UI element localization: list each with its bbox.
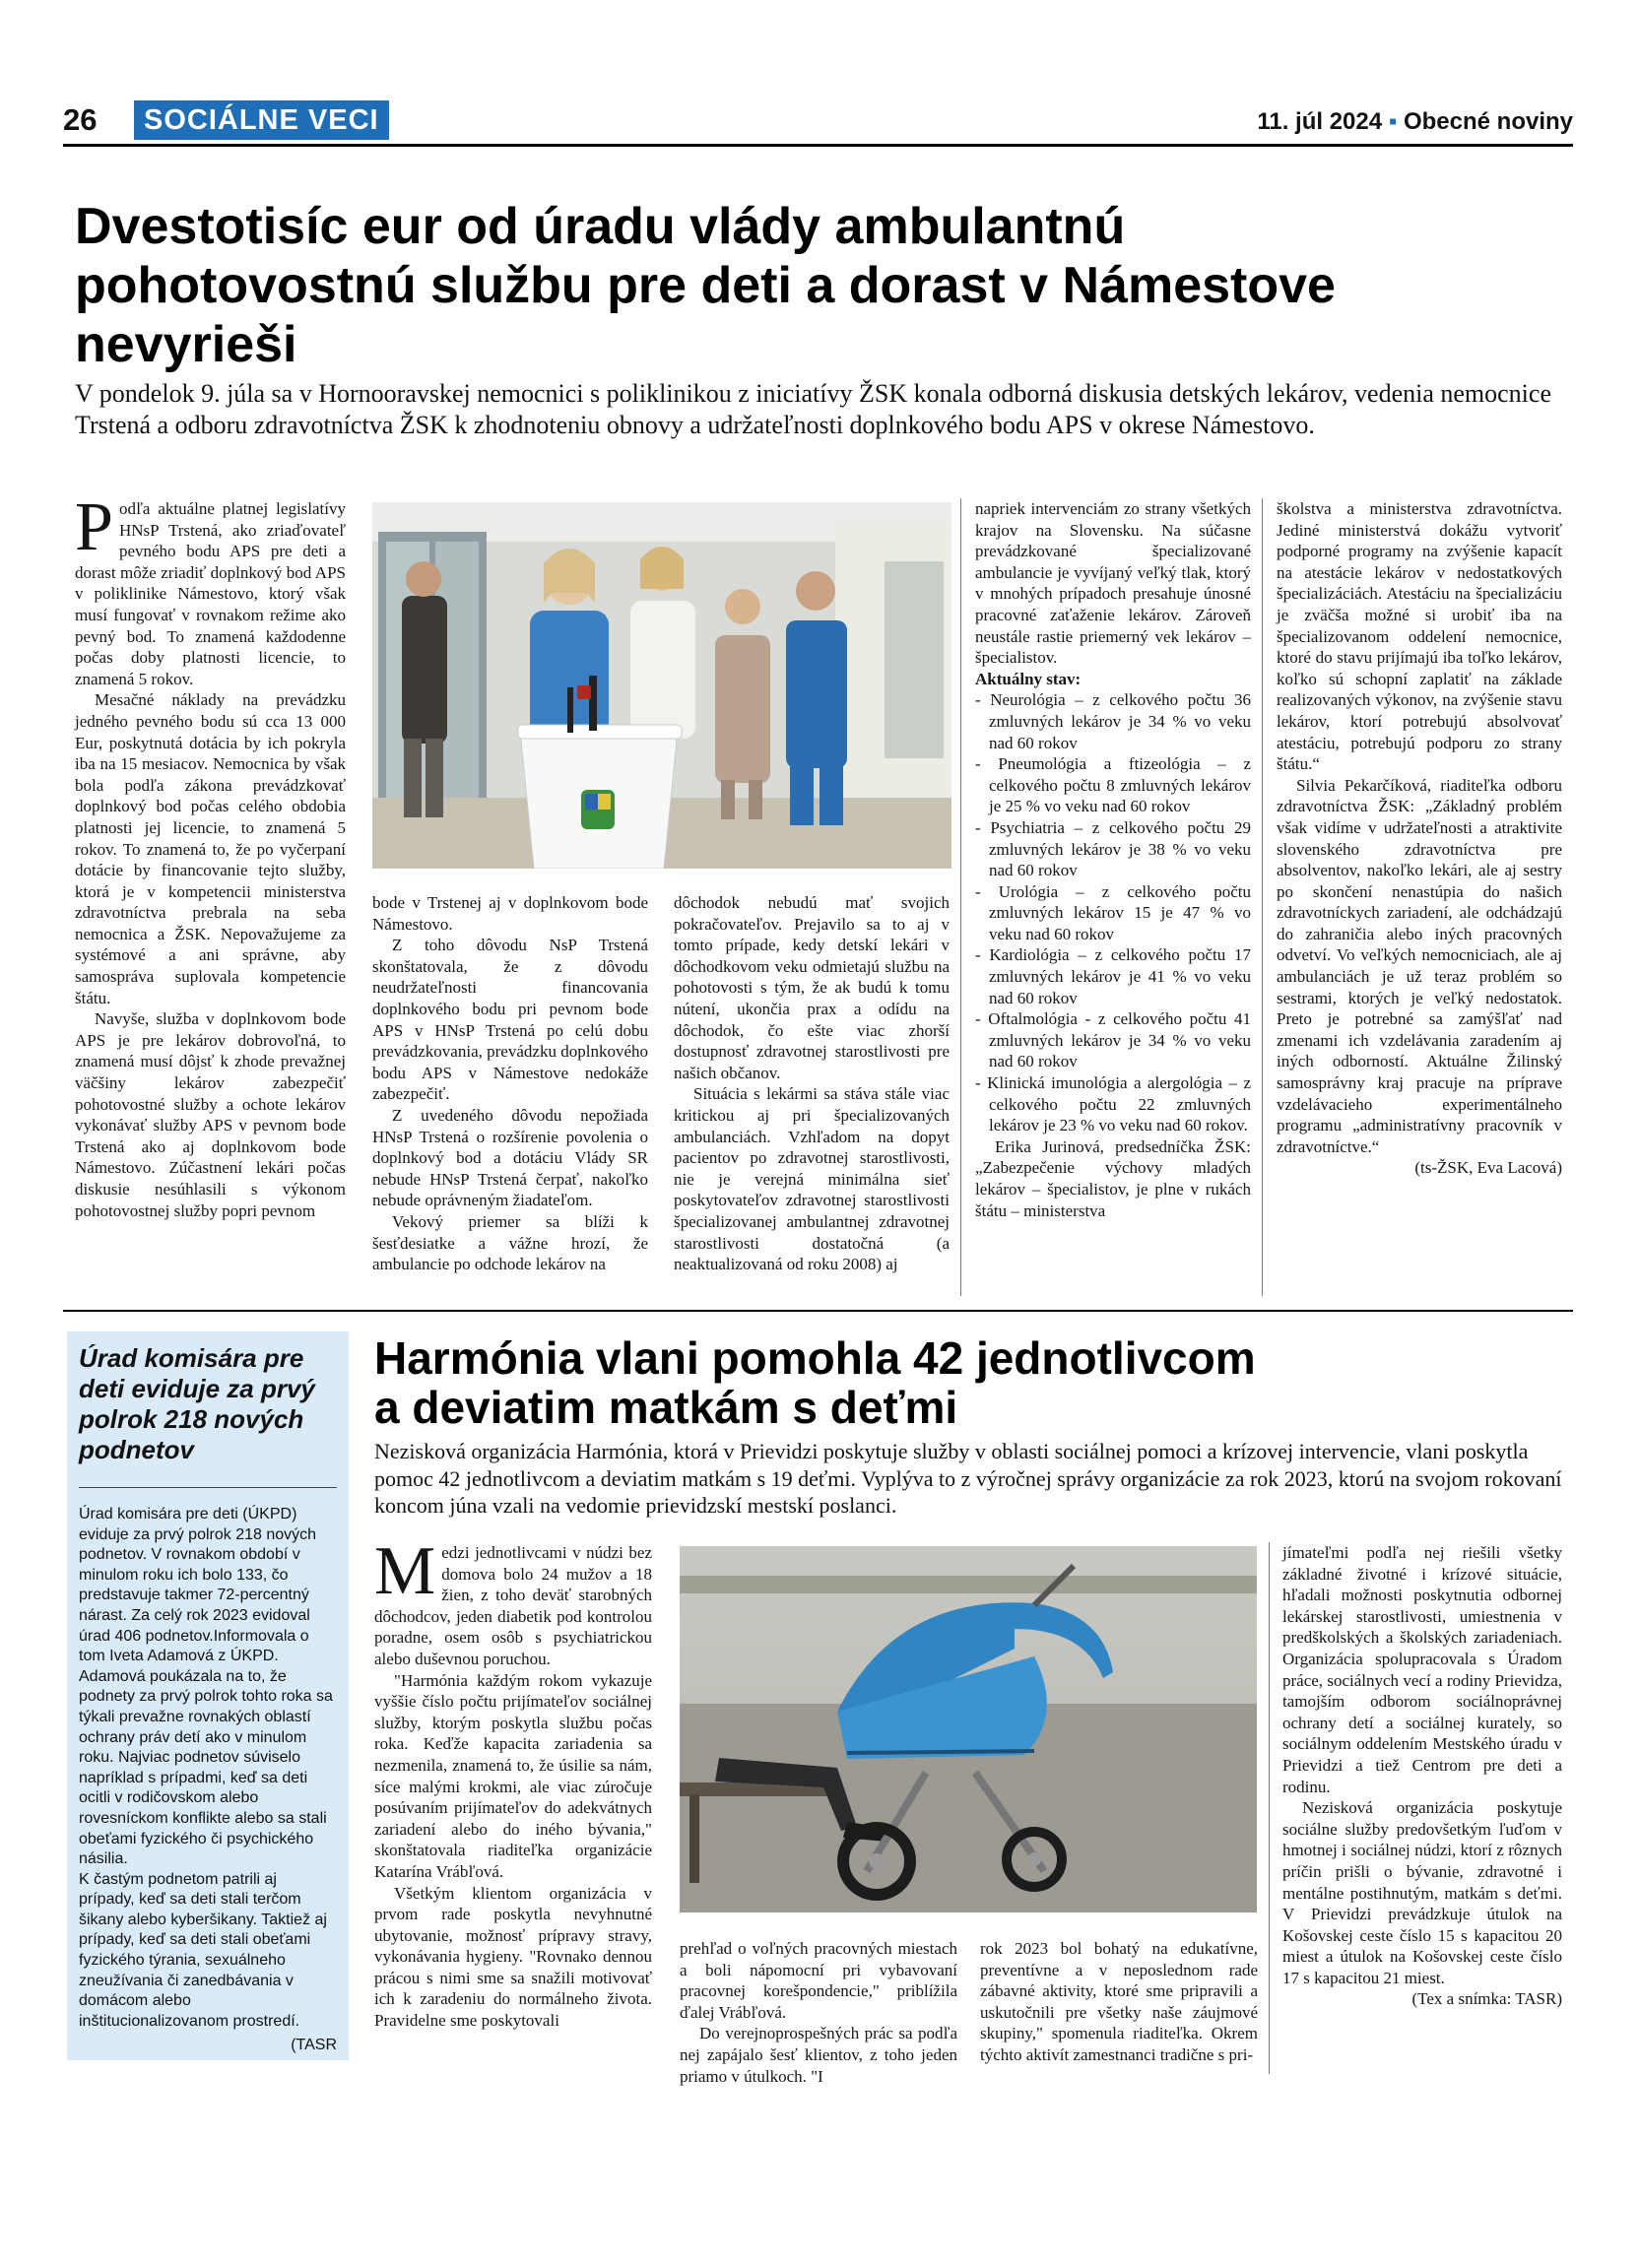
paragraph: Navyše, služba v doplnkovom bode APS je pre lekárov dobrovoľná, to znamená musí dôjsť k zhode prevažnej väčšiny lekárov zabezpečiť pohotovostné služby a ochote lekárov vykonávať služby APS v pevnom bode Trstená ako aj doplnkovom bode Námestovo. Zúčastnení lekári počas diskusie nesúhlasili s výkonom pohotovostnej služby popri pevnom xyxy=(75,1009,346,1220)
paragraph: Situácia s lekármi sa stáva stále viac kritickou aj pri špecializovaných ambulanciách. Vzhľadom na dopyt pacientov po zdravotnej starostlivosti, nie je verejná minimálna sieť poskytovateľov zdravotnej starostlivosti špecializovanej ambulantnej zdravotnej starostlivosti dostatočná (a neaktualizovaná od roku 2008) aj xyxy=(674,1084,950,1274)
article1-column-3 xyxy=(674,892,950,1275)
article2-headline-line: a deviatim matkám s deťmi xyxy=(374,1382,958,1433)
paragraph: Do verejnoprospešných prác sa podľa nej zapájalo šesť klientov, z toho jeden priamo v útulkoch. "I xyxy=(680,2024,957,2086)
list-item: - Kardiológia – z celkového počtu 17 zmluvných lekárov je 41 % vo veku nad 60 rokov xyxy=(975,945,1251,1007)
article2-column-4 xyxy=(1282,1542,1562,2010)
paragraph: Úrad komisára pre deti (ÚKPD) eviduje za prvý polrok 218 nových podnetov. V rovnakom období v minulom roku ich bolo 133, čo predstavuje takmer 72-percentný nárast. Za celý rok 2023 evidoval úrad 406 podnetov.Informovala o tom Iveta Adamová z ÚKPD. Adamová poukázala na to, že podnety za prvý polrok tohto roka sa týkali prevažne rovnakých oblastí ochrany práv detí ako v minulom roku. Najviac podnetov súviselo napríklad s prípadmi, keď sa deti ocitli v rodičovskom alebo rovesníckom konflikte alebo sa stali obeťami fyzického či psychického násilia. xyxy=(79,1506,333,1868)
paragraph: Z uvedeného dôvodu nepožiada HNsP Trstená o rozšírenie povolenia o doplnkový bod a dotáciu Vlády SR nebude HNsP Trstená čerpať, nakoľko nebude oprávneným žiadateľom. xyxy=(372,1105,648,1210)
paragraph: Nezisková organizácia poskytuje sociálne služby predovšetkým ľuďom v hmotnej i sociálnej núdzi, ktorí z rôznych príčin prišli o bývanie, zdravotné i mentálne postihnutým, matkám s deťmi. V Prievidzi prevádzkuje útulok na Košovskej ceste číslo 15 s kapacitou 20 miest a útulok na Košovskej ceste číslo 17 s kapacitou 21 miest. xyxy=(1282,1798,1562,1987)
article-separator xyxy=(63,1310,1573,1312)
article1-column-2 xyxy=(372,892,648,1275)
sidebar-rule xyxy=(79,1487,337,1488)
paragraph: prehľad o voľných pracovných miestach a boli nápomocní pri vybavovaní pracovnej korešpondencie," priblížila ďalej Vrábľová. xyxy=(680,1939,957,2022)
separator-dot: ▪ xyxy=(1388,108,1398,135)
article1-headline-line: pohotovostnú službu pre deti a dorast v Námestove xyxy=(75,257,1336,314)
article1-lead: V pondelok 9. júla sa v Hornooravskej nemocnici s poliklinikou z iniciatívy ŽSK konala odborná diskusia detských lekárov, vedenia nemocnice Trstená a odboru zdravotníctva ŽSK k zhodnoteniu obnovy a udržateľnosti doplnkového bodu APS v okrese Námestovo. xyxy=(75,379,1551,439)
status-list xyxy=(975,689,1251,1135)
status-label: Aktuálny stav: xyxy=(975,669,1082,688)
article1-signature: (ts-ŽSK, Eva Lacová) xyxy=(1414,1158,1562,1178)
paragraph: Z toho dôvodu NsP Trstená skonštatovala, že z dôvodu neudržateľnosti financovania doplnkového bodu pri pevnom bode APS v HNsP Trstená po celú dobu prevádzkovania, prevádzku doplnkového bodu APS v Námestove nedokáže zabezpečiť. xyxy=(372,936,648,1104)
dropcap: M xyxy=(374,1533,436,1609)
sidebar-signature: (TASR xyxy=(291,2037,337,2054)
article1-column-1 xyxy=(75,489,346,1221)
article2-column-1 xyxy=(374,1533,652,2032)
paragraph: napriek intervenciám zo strany všetkých krajov na Slovensku. Na súčasne prevádzkované špecializované ambulancie je vyvíjaný veľký tlak, ktorý v mnohých prípadoch presahuje únosné pracovné zaťaženie lekárov. Zároveň neustále rastie priemerný vek lekárov – špecialistov. xyxy=(975,499,1251,668)
header-rule xyxy=(63,144,1573,147)
paragraph: školstva a ministerstva zdravotníctva. Jediné ministerstvá dokážu vytvoriť podporné programy na zvýšenie kapacít na atestácie lekárov v nedostatkových špecializáciách. Atestáciu na špecializáciu je zväčša možné si urobiť iba na špecializovanom oddelení nemocnice, ktoré do stavu prijímajú iba toľko lekárov, koľko sú schopní zaplatiť na základe realizovaných výkonov, na zvýšenie stavu lekárov, ktorí potrebujú absolvovať atestáciu, potrebujú podporu zo strany štátu.“ xyxy=(1277,499,1562,774)
paragraph: edzi jednotlivcami v núdzi bez domova bolo 24 mužov a 18 žien, z toho deväť starobných dôchodcov, jeden diabetik pod kontrolou poradne, osem osôb s psychiatrickou alebo duševnou poruchou. xyxy=(374,1543,652,1668)
article1-headline-line: nevyrieši xyxy=(75,316,297,373)
article1-column-4 xyxy=(975,498,1251,1221)
paragraph: rok 2023 bol bohatý na edukatívne, preventívne a v neposlednom rade zábavné aktivity, ktoré sme pripravili a uskutočnili pre všetky naše záujmové skupiny," spomenula riaditeľka. Okrem týchto aktivít zamestnanci tradične s pri- xyxy=(980,1939,1258,2064)
paragraph: K častým podnetom patrili aj prípady, keď sa deti stali terčom šikany alebo kyberšikany. Taktiež aj prípady, keď sa deti stali obeťami fyzického týrania, sexuálneho zneužívania či zanedbávania v domácom alebo inštitucionalizovanom prostredí. xyxy=(79,1870,327,2030)
article2-photo xyxy=(680,1546,1257,1912)
paragraph: Erika Jurinová, predsedníčka ŽSK: „Zabezpečenie výchovy mladých lekárov – špecialistov, je plne v rukách štátu – ministerstva xyxy=(975,1136,1251,1220)
publication-name: Obecné noviny xyxy=(1403,108,1573,135)
list-item: - Psychiatria – z celkového počtu 29 zmluvných lekárov je 38 % vo veku nad 60 rokov xyxy=(975,817,1251,880)
list-item: - Neurológia – z celkového počtu 36 zmluvných lekárov je 34 % vo veku nad 60 rokov xyxy=(975,690,1251,752)
article1-photo xyxy=(372,502,951,869)
paragraph: "Harmónia každým rokom vykazuje vyššie číslo počtu prijímateľov sociálnej služby, ktorým poskytla službu počas roka. Keďže kapacita zariadenia sa nezmenila, znamená to, že úsilie sa nám, síce malými krokmi, ale viac zúročuje posúvaním prijímateľov do adekvátnych zariadení alebo do iného bývania," skonštatovala riaditeľka organizácie Katarína Vrábľová. xyxy=(374,1670,652,1881)
paragraph: Mesačné náklady na prevádzku jedného pevného bodu sú cca 13 000 Eur, poskytnutá dotácia by ich pokryla iba na 15 mesiacov. Nemocnica by však bola podľa zákona prevádzkovať doplnkový bod počas celého obdobia platnosti jej licencie, to znamená 5 rokov. To znamená to, že po vyčerpaní dotácie by financovanie tejto služby, ktorá je v kompetencii ministerstva zdravotníctva prebrala na seba nemocnica a ŽSK. Nepovažujeme za systémové a ani správne, aby samospráva suplovala kompetencie štátu. xyxy=(75,690,346,1007)
paragraph: dôchodok nebudú mať svojich pokračovateľov. Prejavilo sa to aj v tomto prípade, kedy detskí lekári v dôchodkovom veku odmietajú službu na pohotovosti s tým, že ak budú k tomu nútení, ukončia prax a odídu na dôchodok, čo ešte viac zhorší dostupnosť zdravotnej starostlivosti pre našich občanov. xyxy=(674,893,950,1082)
column-divider xyxy=(960,498,961,1296)
list-item: - Pneumológia a ftizeológia – z celkového počtu 8 zmluvných lekárov je 25 % vo veku nad 60 rokov xyxy=(975,754,1251,816)
issue-info xyxy=(1257,108,1573,136)
article2-signature: (Tex a snímka: TASR) xyxy=(1411,1989,1562,2009)
column-divider xyxy=(1262,498,1263,1296)
dropcap: P xyxy=(75,489,113,565)
paragraph: odľa aktuálne platnej legislatívy HNsP Trstená, ako zriaďovateľ pevného bodu APS pre deti a dorast môže zriadiť doplnkový bod APS v poliklinike Námestovo, ktorý však musí fungovať v rovnakom režime ako pevný bod. To znamená každodenne počas doby platnosti licencie, to znamená 5 rokov. xyxy=(75,499,346,688)
article1-headline-line: Dvestotisíc eur od úradu vlády ambulantnú xyxy=(75,198,1126,255)
list-item: - Oftalmológia - z celkového počtu 41 zmluvných lekárov je 34 % vo veku nad 60 rokov xyxy=(975,1009,1251,1071)
paragraph: bode v Trstenej aj v doplnkovom bode Námestovo. xyxy=(372,893,648,934)
section-label: SOCIÁLNE VECI xyxy=(136,102,387,138)
list-item: - Klinická imunológia a alergológia – z celkového počtu 22 zmluvných lekárov je 23 % vo veku nad 60 rokov. xyxy=(975,1073,1251,1135)
page-number: 26 xyxy=(63,102,98,137)
paragraph: Silvia Pekarčíková, riaditeľka odboru zdravotníctva ŽSK: „Základný problém však vidíme v udržateľnosti a atraktivite slovenského zdravotníctva pre absolventov, nakoľko lekári, ale aj sestry po skončení nenastúpia do našich zdravotníckych zariadení, ale odchádzajú do zahraničia alebo iných pracovných odvetví. Vo veľkých nemocniciach, ale aj ambulanciách je už teraz problém so sestrami, ktorých je veľký nedostatok. Preto je potrebné sa zamýšľať nad zmenami ich vzdelávania zaradením aj iných odborností. Aktuálne Žilinský samosprávny kraj pracuje na príprave vzdelávacieho experimentálneho programu „administratívny pracovník v zdravotníctve.“ xyxy=(1277,775,1562,1156)
list-item: - Urológia – z celkového počtu zmluvných lekárov 15 je 47 % vo veku nad 60 rokov xyxy=(975,881,1251,943)
article1-headline xyxy=(75,197,1562,374)
article2-headline xyxy=(374,1333,1562,1432)
paragraph: Vekový priemer sa blíži k šesťdesiatke a vážne hrozí, že ambulancie po odchode lekárov na xyxy=(372,1211,648,1274)
issue-date: 11. júl 2024 xyxy=(1257,108,1383,135)
sidebar-title: Úrad komisára pre deti eviduje za prvý polrok 218 nových podnetov xyxy=(79,1343,315,1464)
article1-column-5 xyxy=(1277,498,1562,1179)
paragraph: Všetkým klientom organizácia v prvom rade poskytla nevyhnutné ubytovanie, možnosť prípravy stravy, vykonávania hygieny. "Rovnako dennou prácou s nimi sme sa snažili motivovať ich k zaradeniu do normálneho života. Pravidelne sme poskytovali xyxy=(374,1883,652,2031)
paragraph: jímateľmi podľa nej riešili všetky základné životné i krízové situácie, hľadali možnosti poskytnutia odbornej lekárskej starostlivosti, umiestnenia v predškolských a školských zariadeniach. Organizácia spolupracovala s Úradom práce, sociálnych vecí a rodiny Prievidza, tamojším odborom sociálnoprávnej ochrany detí a sociálnej kurately, so sociálnym oddelením Mestského úradu v Prievidzi a tiež Centrom pre deti a rodinu. xyxy=(1282,1543,1562,1796)
article2-headline-line: Harmónia vlani pomohla 42 jednotlivcom xyxy=(374,1332,1256,1384)
article2-column-2 xyxy=(680,1938,957,2087)
column-divider xyxy=(1269,1542,1270,2074)
sidebar-box xyxy=(67,1331,349,2060)
article2-lead: Nezisková organizácia Harmónia, ktorá v Prievidzi poskytuje služby v oblasti sociálnej pomoci a krízovej intervencie, vlani poskytla pomoc 42 jednotlivcom a deviatim matkám s 19 deťmi. Vyplýva to z výročnej správy organizácie za rok 2023, ktorú na svojom rokovaní koncom júna vzali na vedomie prievidzskí mestskí poslanci. xyxy=(374,1439,1562,1518)
sidebar-body xyxy=(79,1505,337,2056)
article2-column-3 xyxy=(980,1938,1258,2066)
